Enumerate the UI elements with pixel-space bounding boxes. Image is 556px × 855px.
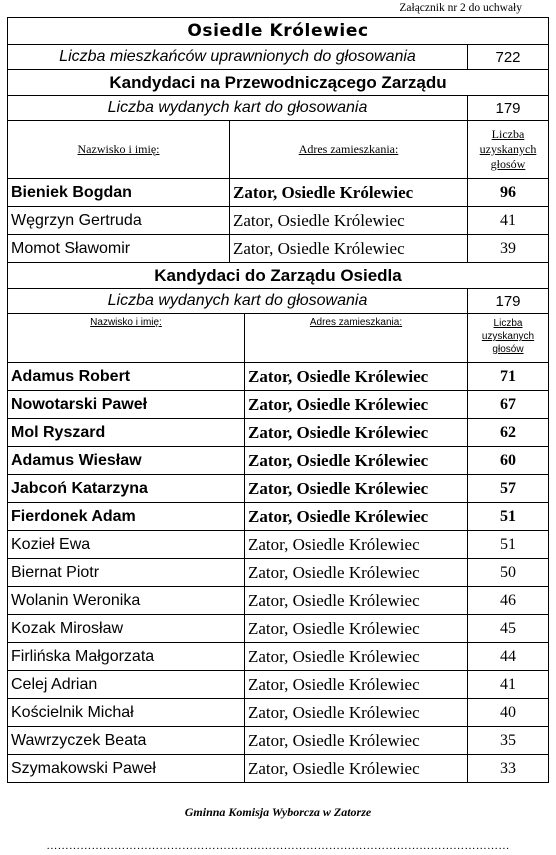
- board-candidate-row: [8, 643, 549, 671]
- chairman-candidate-row: [8, 179, 549, 207]
- board-cards-label: Liczba wydanych kart do głosowania: [8, 289, 468, 314]
- candidate-name: Biernat Piotr: [8, 559, 245, 587]
- candidate-votes: 41: [468, 671, 549, 699]
- candidate-address: Zator, Osiedle Królewiec: [245, 503, 468, 531]
- candidate-votes: 46: [468, 587, 549, 615]
- candidate-votes: 51: [468, 531, 549, 559]
- eligible-voters-value: 722: [468, 45, 549, 70]
- candidate-address: Zator, Osiedle Królewiec: [230, 179, 468, 207]
- candidate-address: Zator, Osiedle Królewiec: [245, 699, 468, 727]
- candidate-votes: 57: [468, 475, 549, 503]
- candidate-name: Szymakowski Paweł: [8, 755, 245, 783]
- candidate-name: Mol Ryszard: [8, 419, 245, 447]
- footer-commission: Gminna Komisja Wyborcza w Zatorze: [184, 805, 372, 819]
- candidate-votes: 39: [468, 235, 549, 263]
- candidate-name: Momot Sławomir: [8, 235, 230, 263]
- candidate-address: Zator, Osiedle Królewiec: [245, 475, 468, 503]
- candidate-name: Wolanin Weronika: [8, 587, 245, 615]
- eligible-voters-label: Liczba mieszkańców uprawnionych do głosowania: [8, 45, 468, 70]
- candidate-votes: 44: [468, 643, 549, 671]
- candidate-address: Zator, Osiedle Królewiec: [245, 559, 468, 587]
- board-candidate-row: [8, 559, 549, 587]
- board-col-address: Adres zamieszkania:: [245, 314, 468, 363]
- candidate-votes: 33: [468, 755, 549, 783]
- board-col-votes: Liczba uzyskanych głosów: [468, 314, 549, 363]
- page-title: Osiedle Królewiec: [8, 18, 549, 45]
- candidate-address: Zator, Osiedle Królewiec: [245, 363, 468, 391]
- candidate-name: Kozieł Ewa: [8, 531, 245, 559]
- board-candidate-row: [8, 363, 549, 391]
- candidate-votes: 40: [468, 699, 549, 727]
- board-candidate-row: [8, 447, 549, 475]
- candidate-votes: 96: [468, 179, 549, 207]
- board-col-name: Nazwisko i imię:: [8, 314, 245, 363]
- board-candidate-row: [8, 587, 549, 615]
- candidate-votes: 35: [468, 727, 549, 755]
- board-candidate-row: [8, 615, 549, 643]
- candidate-votes: 62: [468, 419, 549, 447]
- candidate-address: Zator, Osiedle Królewiec: [245, 391, 468, 419]
- candidate-name: Węgrzyn Gertruda: [8, 207, 230, 235]
- board-candidate-row: [8, 699, 549, 727]
- candidate-address: Zator, Osiedle Królewiec: [230, 207, 468, 235]
- candidate-name: Wawrzyczek Beata: [8, 727, 245, 755]
- board-candidate-row: [8, 531, 549, 559]
- chairman-cards-value: 179: [468, 96, 549, 121]
- candidate-votes: 71: [468, 363, 549, 391]
- chairman-cards-label: Liczba wydanych kart do głosowania: [8, 96, 468, 121]
- attachment-note: Załącznik nr 2 do uchwały: [399, 2, 522, 14]
- candidate-address: Zator, Osiedle Królewiec: [245, 727, 468, 755]
- board-candidate-row: [8, 475, 549, 503]
- candidate-name: Fierdonek Adam: [8, 503, 245, 531]
- candidate-votes: 41: [468, 207, 549, 235]
- chairman-col-address: Adres zamieszkania:: [230, 121, 468, 179]
- signature-line: ……………………………………………………………………………………………………………: [46, 840, 510, 852]
- chairman-col-name: Nazwisko i imię:: [8, 121, 230, 179]
- candidate-address: Zator, Osiedle Królewiec: [245, 531, 468, 559]
- candidate-address: Zator, Osiedle Królewiec: [245, 615, 468, 643]
- candidate-votes: 45: [468, 615, 549, 643]
- board-candidate-row: [8, 419, 549, 447]
- chairman-heading: Kandydaci na Przewodniczącego Zarządu: [8, 70, 549, 96]
- chairman-candidate-row: [8, 207, 549, 235]
- board-candidate-row: [8, 671, 549, 699]
- candidate-address: Zator, Osiedle Królewiec: [245, 671, 468, 699]
- board-heading: Kandydaci do Zarządu Osiedla: [8, 263, 549, 289]
- chairman-candidate-row: [8, 235, 549, 263]
- candidate-votes: 60: [468, 447, 549, 475]
- candidate-name: Firlińska Małgorzata: [8, 643, 245, 671]
- chairman-col-votes: Liczba uzyskanych głosów: [468, 121, 549, 179]
- candidate-name: Kościelnik Michał: [8, 699, 245, 727]
- board-candidate-row: [8, 503, 549, 531]
- candidate-name: Adamus Robert: [8, 363, 245, 391]
- results-table: [7, 17, 549, 783]
- candidate-address: Zator, Osiedle Królewiec: [245, 643, 468, 671]
- candidate-name: Bieniek Bogdan: [8, 179, 230, 207]
- board-cards-value: 179: [468, 289, 549, 314]
- candidate-address: Zator, Osiedle Królewiec: [245, 419, 468, 447]
- board-candidate-row: [8, 755, 549, 783]
- candidate-address: Zator, Osiedle Królewiec: [245, 587, 468, 615]
- candidate-name: Jabcoń Katarzyna: [8, 475, 245, 503]
- candidate-name: Nowotarski Paweł: [8, 391, 245, 419]
- board-candidate-row: [8, 727, 549, 755]
- candidate-name: Adamus Wiesław: [8, 447, 245, 475]
- candidate-name: Kozak Mirosław: [8, 615, 245, 643]
- candidate-votes: 67: [468, 391, 549, 419]
- candidate-votes: 50: [468, 559, 549, 587]
- candidate-name: Celej Adrian: [8, 671, 245, 699]
- board-candidate-row: [8, 391, 549, 419]
- candidate-address: Zator, Osiedle Królewiec: [245, 755, 468, 783]
- candidate-address: Zator, Osiedle Królewiec: [245, 447, 468, 475]
- candidate-votes: 51: [468, 503, 549, 531]
- candidate-address: Zator, Osiedle Królewiec: [230, 235, 468, 263]
